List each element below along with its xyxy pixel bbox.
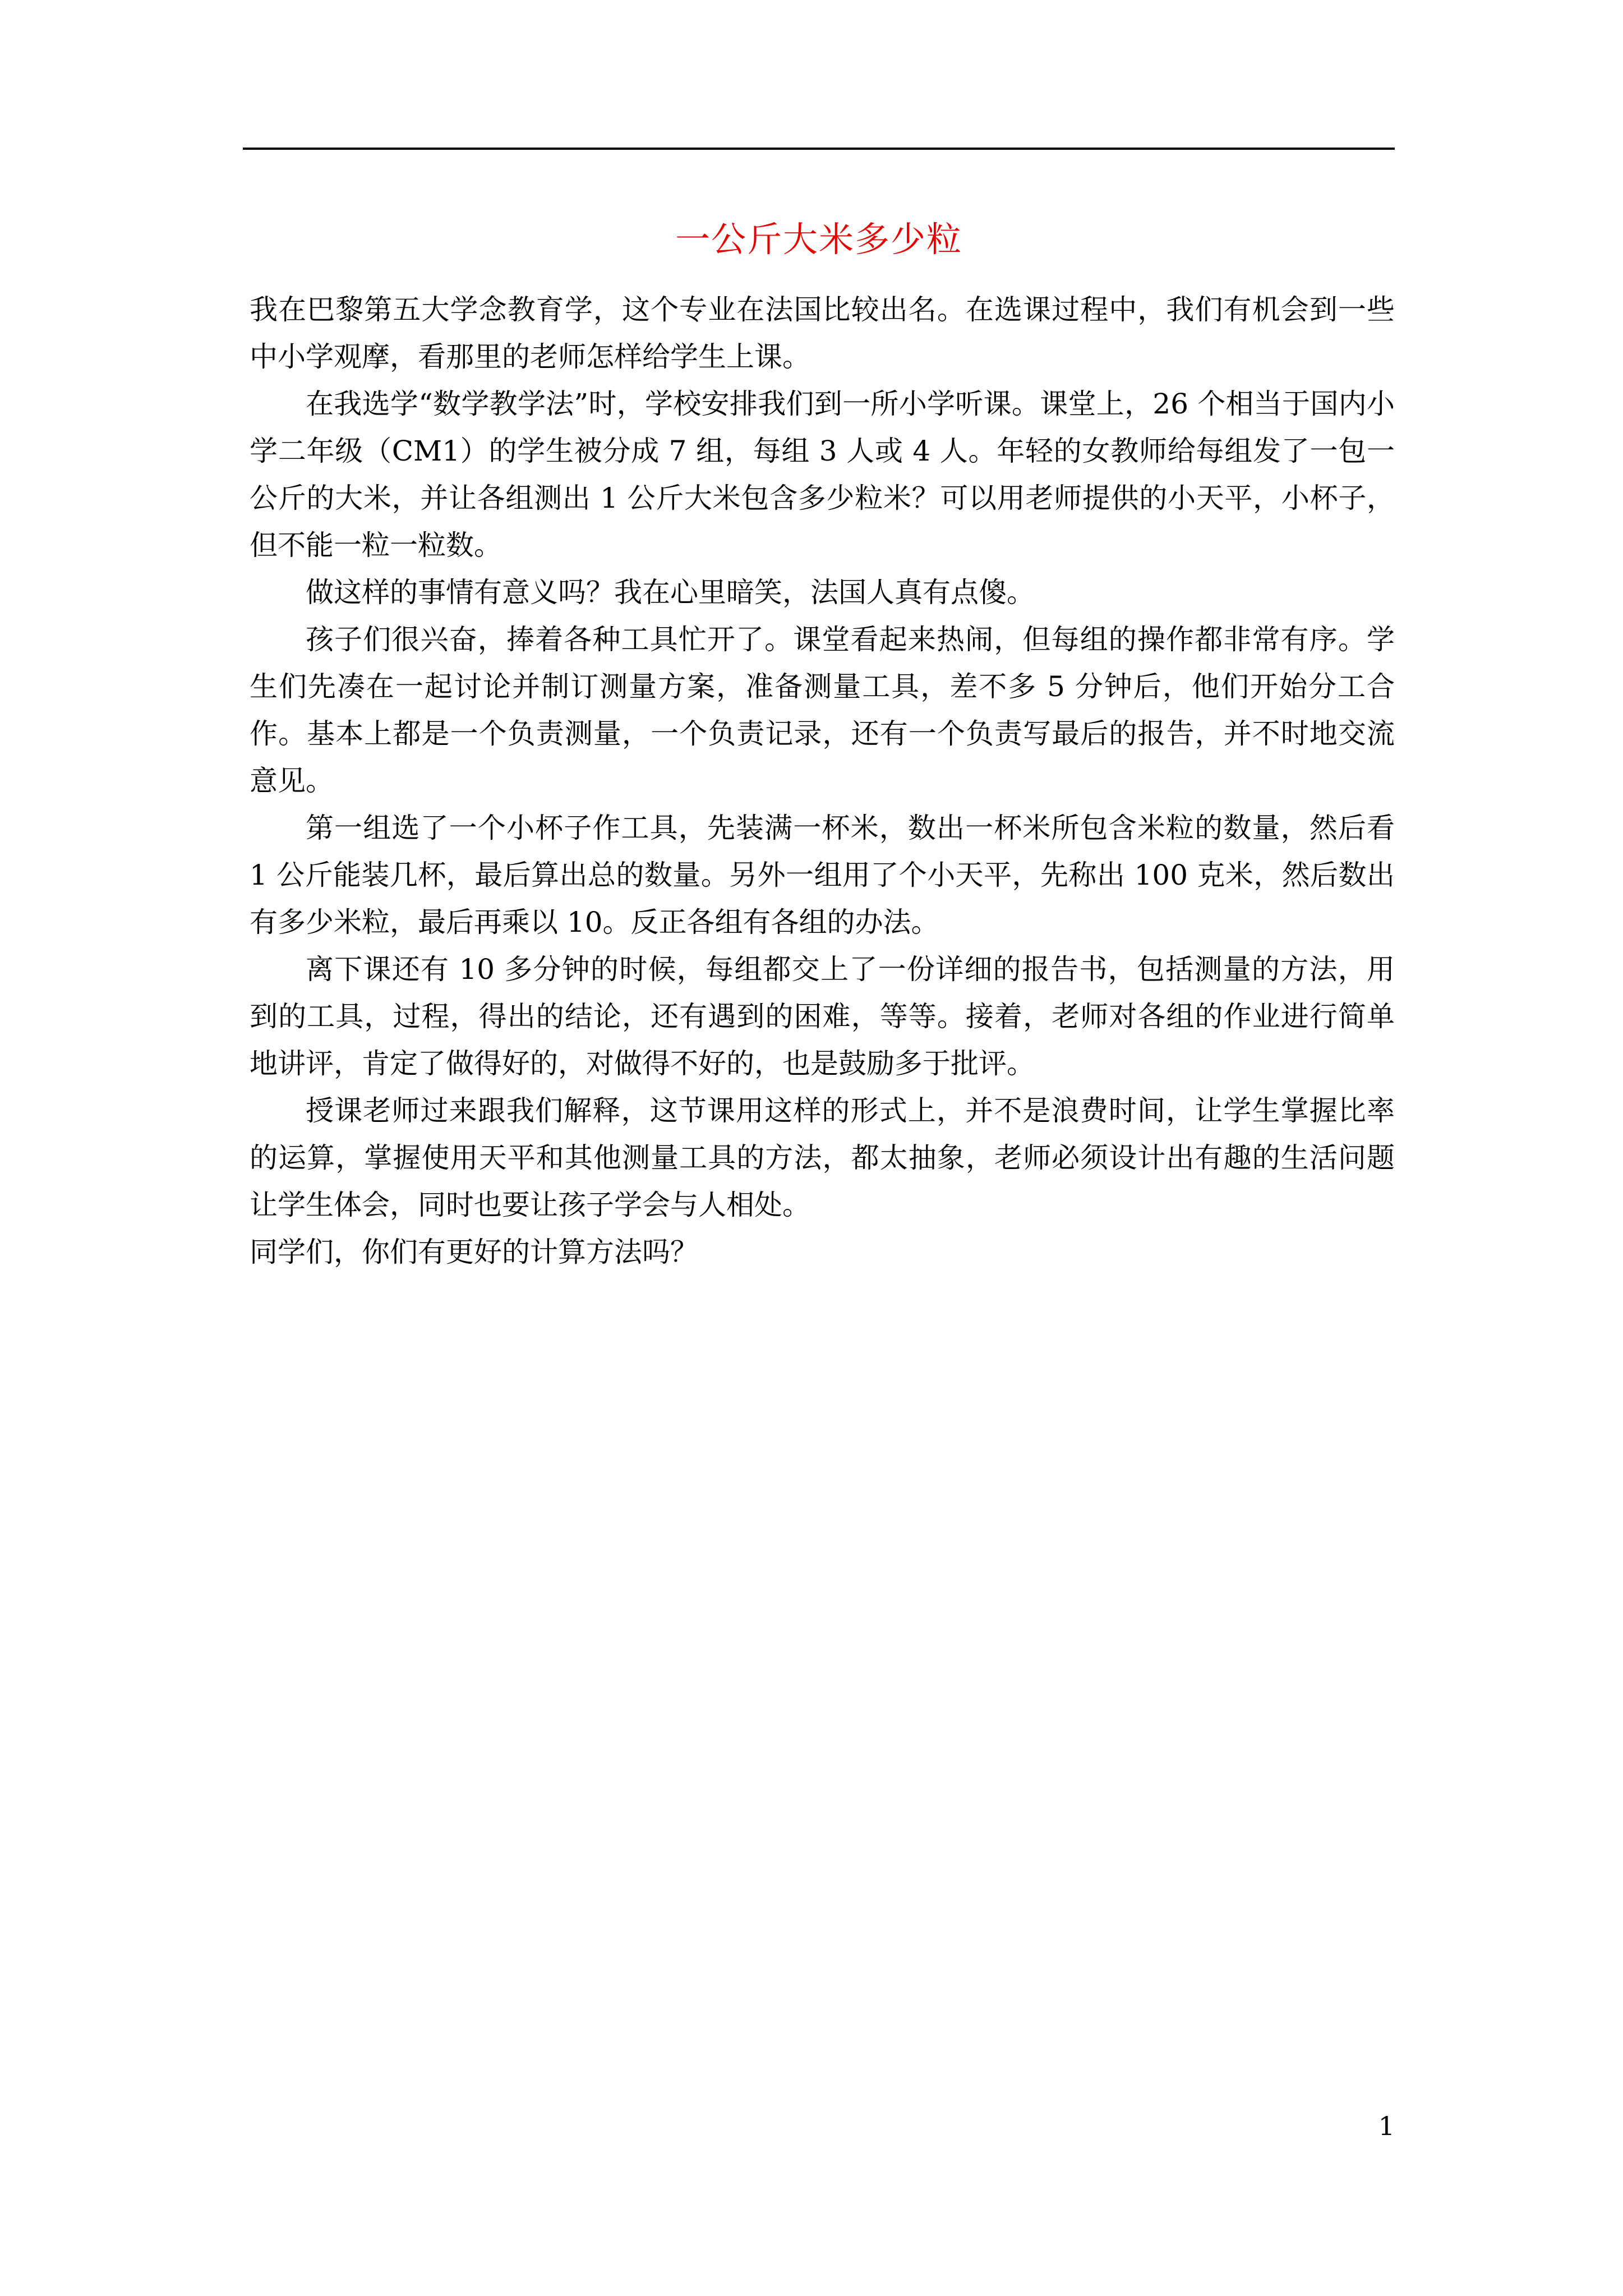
closing-question: 同学们，你们有更好的计算方法吗？ <box>250 1236 698 1268</box>
paragraph: 授课老师过来跟我们解释，这节课用这样的形式上，并不是浪费时间，让学生掌握比率的运算，掌握使用天平和其他测量工具的方法，都太抽象，老师必须设计出有趣的生活问题让学生体会，同时也要让孩子学会与人相处。 <box>250 1094 1395 1221</box>
header-rule <box>243 148 1395 150</box>
page-number: 1 <box>1378 2111 1395 2141</box>
paragraph: 我在巴黎第五大学念教育学，这个专业在法国比较出名。在选课过程中，我们有机会到一些中小学观摩，看那里的老师怎样给学生上课。 <box>250 293 1395 373</box>
paragraph: 孩子们很兴奋，捧着各种工具忙开了。课堂看起来热闹，但每组的操作都非常有序。学生们先凑在一起讨论并制订测量方案，准备测量工具，差不多 5 分钟后，他们开始分工合作。基本上都是一个负责测量，一个负责记录，还有一个负责写最后的报告，并不时地交流意见。 <box>250 623 1395 797</box>
paragraph: 第一组选了一个小杯子作工具，先装满一杯米，数出一杯米所包含米粒的数量，然后看 1 公斤能装几杯，最后算出总的数量。另外一组用了个小天平，先称出 100 克米，然后数出有多少米粒，最后再乘以 10。反正各组有各组的办法。 <box>250 812 1395 938</box>
paragraph: 做这样的事情有意义吗？我在心里暗笑，法国人真有点傻。 <box>306 576 1035 609</box>
document-body <box>250 286 1395 1276</box>
paragraph: 在我选学“数学教学法”时，学校安排我们到一所小学听课。课堂上，26 个相当于国内小学二年级（CM1）的学生被分成 7 组，每组 3 人或 4 人。年轻的女教师给每组发了一包一公斤的大米，并让各组测出 1 公斤大米包含多少粒米？可以用老师提供的小天平，小杯子，但不能一粒一粒数。 <box>250 388 1395 562</box>
document-title: 一公斤大米多少粒 <box>675 219 962 260</box>
paragraph: 离下课还有 10 多分钟的时候，每组都交上了一份详细的报告书，包括测量的方法，用到的工具，过程，得出的结论，还有遇到的困难，等等。接着，老师对各组的作业进行简单地讲评，肯定了做得好的，对做得不好的，也是鼓励多于批评。 <box>250 953 1395 1080</box>
